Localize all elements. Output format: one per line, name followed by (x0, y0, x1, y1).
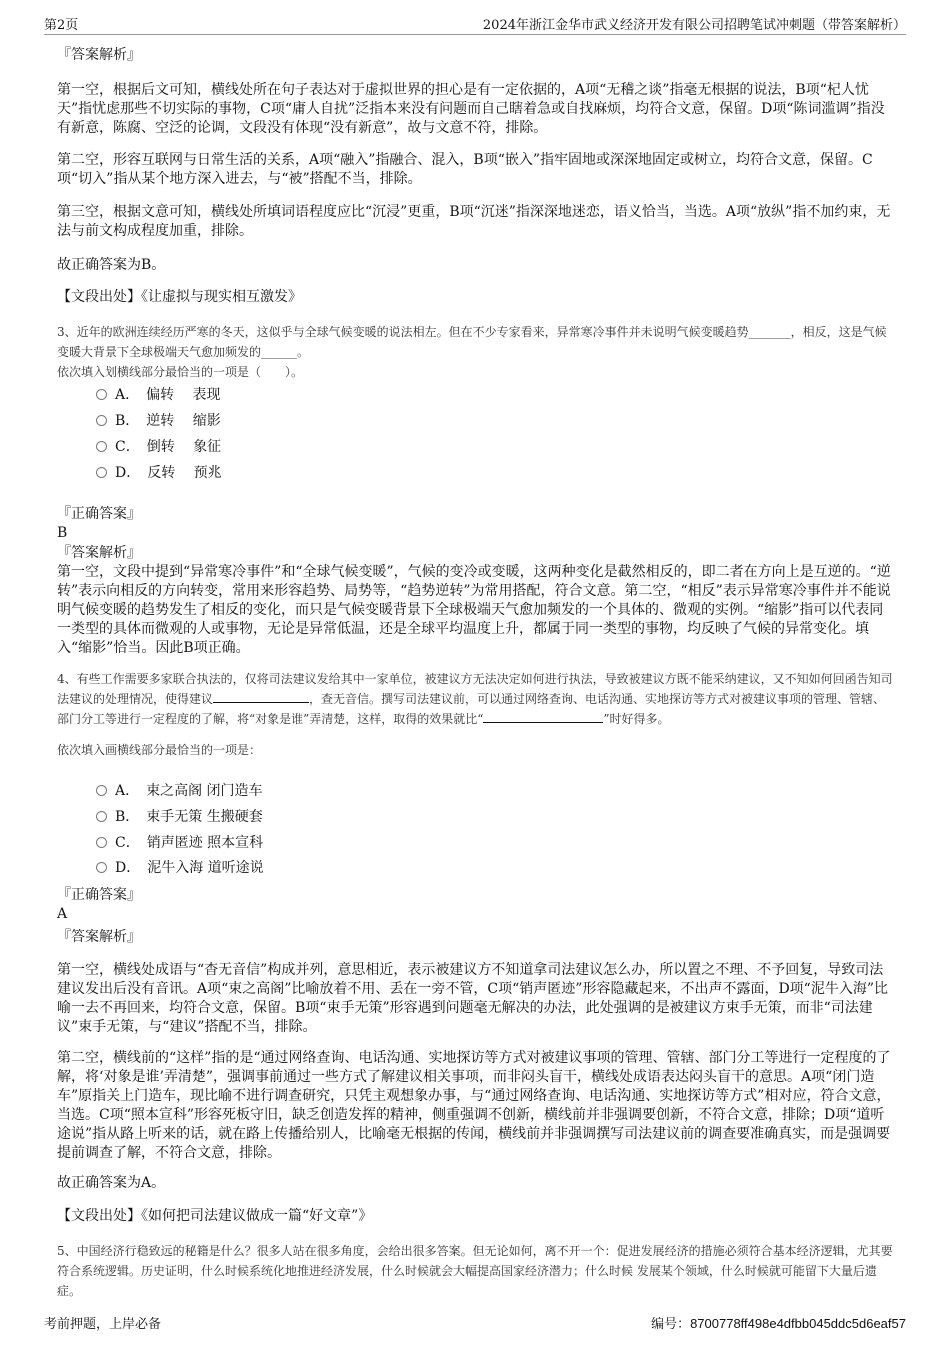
q2-analysis-p3: 第三空，根据文意可知，横线处所填词语程度应比“沉浸”更重，B项“沉迷”指深深地迷恋，语义恰当，当选。A项“放纵”指不加约束，无法与前文构成程度加重，排除。 (57, 204, 891, 239)
q4-source: 【文段出处】《如何把司法建议做成一篇“好文章”》 (57, 1208, 373, 1224)
q4-blank-1 (213, 690, 309, 703)
radio-icon[interactable] (96, 811, 107, 822)
document-title: 2024年浙江金华市武义经济开发有限公司招聘笔试冲刺题（带答案解析） (482, 18, 906, 33)
radio-icon[interactable] (96, 415, 107, 426)
q4-conclusion: 故正确答案为A。 (57, 1175, 166, 1191)
q4-analysis-p2: 第二空，横线前的“这样”指的是“通过网络查询、电话沟通、实地探访等方式对被建议事项的管理、管辖、部门分工等进行一定程度的了解，将‘对象是谁’弄清楚”，强调事前通过一些方式了解建议相关事项，而非闷头盲干，横线处成语表达闷头盲干的意思。A项“闭门造车”原指关上门造车，现比喻不进行调查研究，只凭主观想象办事，与“通过网络查询、电话沟通、实地探访等方式”相对应，符合文意，当选。C项“照本宣科”形容死板守旧，缺乏创造发挥的精神，侧重强调不创新，横线前并非强调要创新，不符合文意，排除；D项“道听途说”指从路上听来的话，就在路上传播给别人，比喻毫无根据的传闻，横线前并非强调撰写司法建议前的调查要准确真实，而是强调要提前调查了解，不符合文意，排除。 (57, 1050, 891, 1161)
q3-answer-label: 『正确答案』 (57, 506, 141, 522)
q3-prompt: 依次填入划横线部分最恰当的一项是（ ）。 (57, 365, 304, 379)
radio-icon[interactable] (96, 441, 107, 452)
q3-option-c[interactable]: C． 倒转 象征 (96, 437, 221, 457)
q3-option-b[interactable]: B． 逆转 缩影 (96, 411, 221, 431)
page-header (44, 14, 906, 35)
q4-analysis-label: 『答案解析』 (57, 929, 141, 945)
footer-slogan: 考前押题，上岸必备 (44, 1317, 162, 1332)
q2-analysis-p1: 第一空，根据后文可知，横线处所在句子表达对于虚拟世界的担心是有一定依据的，A项“无稽之谈”指毫无根据的说法，B项“杞人忧天”指忧虑那些不切实际的事物，C项“庸人自扰”泛指本来没有问题而自己瞎着急或自找麻烦，均符合文意，保留。D项“陈词滥调”指没有新意，陈腐、空泛的论调，文段没有体现“没有新意”，故与文意不符，排除。 (57, 82, 885, 136)
q3-option-a[interactable]: A． 偏转 表现 (96, 385, 221, 405)
radio-icon[interactable] (96, 862, 107, 873)
q5-stem: 5、中国经济行稳致远的秘籍是什么？很多人站在很多角度，会给出很多答案。但无论如何，离不开一个：促进发展经济的措施必须符合基本经济逻辑，尤其要符合系统逻辑。历史证明，什么时候系统化地推进经济发展，什么时候就会大幅提高国家经济潜力；什么时候 发展某个领域，什么时候就可能留下大量后遗症。 (57, 1244, 893, 1298)
radio-icon[interactable] (96, 467, 107, 478)
radio-icon[interactable] (96, 389, 107, 400)
q4-option-c[interactable]: C． 销声匿迹 照本宣科 (96, 833, 263, 853)
radio-icon[interactable] (96, 837, 107, 848)
q4-option-a[interactable]: A． 束之高阁 闭门造车 (96, 781, 263, 801)
radio-icon[interactable] (96, 785, 107, 796)
q4-option-b[interactable]: B． 束手无策 生搬硬套 (96, 807, 263, 827)
document-code: 编号：8700778ff498e4dfbb045ddc5d6eaf57 (651, 1316, 906, 1331)
q3-blank-2: ______ (261, 345, 298, 359)
q4-analysis-p1: 第一空，横线处成语与“杳无音信”构成并列，意思相近，表示被建议方不知道拿司法建议怎么办，所以置之不理、不予回复，导致司法建议发出后没有音讯。A项“束之高阁”比喻放着不用、丢在一旁不管，C项“销声匿迹”形容隐藏起来，不出声不露面，D项“泥牛入海”比喻一去不再回来，均符合文意，保留。B项“束手无策”形容遇到问题毫无解决的办法，此处强调的是被建议方束手无策，而非“司法建议”束手无策，与“建议”搭配不当，排除。 (57, 962, 888, 1035)
q4-prompt: 依次填入画横线部分最恰当的一项是： (57, 743, 262, 757)
q4-stem: 4、有些工作需要多家联合执法的，仅将司法建议发给其中一家单位，被建议方无法决定如何进行执法，导致被建议方既不能采纳建议，又不知如何回函告知司法建议的处理情况，使得建议 ，查无音信。撰写司法建议前，可以通过网络查询、电话沟通、实地探访等方式对被建议事项的管理、管辖、部门分工等进行一定程度的了解，将“对象是谁”弄清楚，这样，取得的效果就比“ ”时好得多。 (57, 672, 893, 726)
q3-blank-1: _______ (748, 325, 791, 339)
q3-option-d[interactable]: D． 反转 预兆 (96, 463, 222, 483)
q2-analysis-label: 『答案解析』 (57, 47, 141, 63)
q3-answer: B (57, 525, 68, 541)
q2-analysis-p2: 第二空，形容互联网与日常生活的关系，A项“融入”指融合、混入，B项“嵌入”指牢固地或深深地固定或树立，均符合文意，保留。C项“切入”指从某个地方深入进去，与“被”搭配不当，排除。 (57, 152, 873, 187)
q3-analysis: 第一空，文段中提到“异常寒冷事件”和“全球气候变暖”，气候的变冷或变暖，这两种变化是截然相反的，即二者在方向上是互逆的。“逆转”表示向相反的方向转变，常用来形容趋势、局势等，“趋势逆转”为常用搭配，符合文意。第二空，“相反”表示异常寒冷事件并不能说明气候变暖的趋势发生了相反的变化，而只是气候变暖背景下全球极端天气愈加频发的一个具体的、微观的实例。“缩影”指可以代表同一类型的具体而微观的人或事物，无论是异常低温，还是全球平均温度上升，都属于同一类型的事物，均反映了气候的异常变化。填入“缩影”恰当。因此B项正确。 (57, 564, 891, 656)
q4-option-d[interactable]: D． 泥牛入海 道听途说 (96, 858, 264, 878)
q4-answer-label: 『正确答案』 (57, 887, 141, 903)
q2-source: 【文段出处】《让虚拟与现实相互激发》 (57, 289, 302, 305)
q4-answer: A (57, 906, 68, 922)
page-number: 第2页 (44, 18, 79, 33)
q3-stem: 3、近年的欧洲连续经历严寒的冬天，这似乎与全球气候变暖的说法相左。但在不少专家看来，异常寒冷事件并未说明气候变暖趋势_______，相反，这是气候变暖大背景下全球极端天气愈加频发的______。 (57, 325, 887, 359)
q2-conclusion: 故正确答案为B。 (57, 257, 166, 273)
q3-analysis-label: 『答案解析』 (57, 545, 141, 561)
q4-blank-2 (483, 710, 603, 723)
